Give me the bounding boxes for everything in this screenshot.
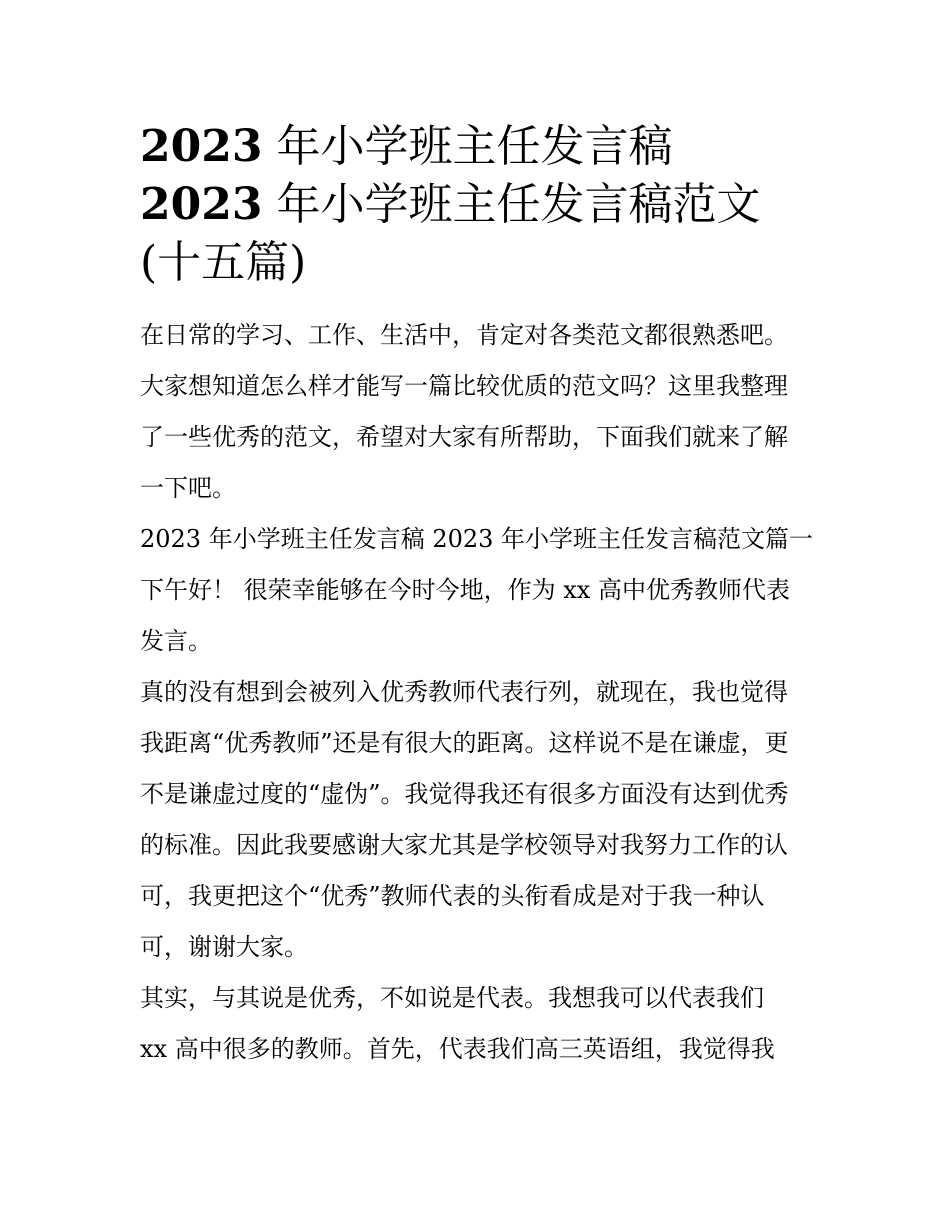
text-line: 下午好！ 很荣幸能够在今时今地，作为 xx 高中优秀教师代表 — [140, 576, 790, 604]
text-line: 我距离“优秀教师”还是有很大的距离。这样说不是在谦虚，更 — [140, 729, 789, 757]
text-line: 可，谢谢大家。 — [140, 933, 308, 961]
title-line-1: 2023 年小学班主任发言稿 — [140, 121, 673, 172]
text-line: 一下吧。 — [140, 474, 236, 502]
document-title — [140, 118, 820, 292]
title-line-3: (十五篇) — [140, 237, 307, 288]
text-line: 2023 年小学班主任发言稿 2023 年小学班主任发言稿范文篇一 — [140, 525, 814, 553]
text-line: 在日常的学习、工作、生活中，肯定对各类范文都很熟悉吧。 — [140, 321, 788, 349]
text-line: 不是谦虚过度的“虚伪”。我觉得我还有很多方面没有达到优秀 — [140, 780, 789, 808]
document-page — [140, 118, 820, 1075]
text-line: 真的没有想到会被列入优秀教师代表行列，就现在，我也觉得 — [140, 678, 788, 706]
paragraph-representative — [140, 973, 820, 1075]
text-line: xx 高中很多的教师。首先，代表我们高三英语组，我觉得我 — [140, 1035, 775, 1063]
text-line: 了一些优秀的范文，希望对大家有所帮助，下面我们就来了解 — [140, 423, 788, 451]
title-line-2: 2023 年小学班主任发言稿范文 — [140, 179, 761, 230]
text-line: 其实，与其说是优秀，不如说是代表。我想我可以代表我们 — [140, 984, 764, 1012]
paragraph-intro — [140, 310, 820, 514]
text-line: 可，我更把这个“优秀”教师代表的头衔看成是对于我一种认 — [140, 882, 765, 910]
document-body — [140, 310, 820, 1075]
paragraph-thanks — [140, 667, 820, 973]
text-line: 发言。 — [140, 627, 212, 655]
text-line: 的标准。因此我要感谢大家尤其是学校领导对我努力工作的认 — [140, 831, 788, 859]
text-line: 大家想知道怎么样才能写一篇比较优质的范文吗？这里我整理 — [140, 372, 788, 400]
paragraph-greeting — [140, 514, 820, 667]
